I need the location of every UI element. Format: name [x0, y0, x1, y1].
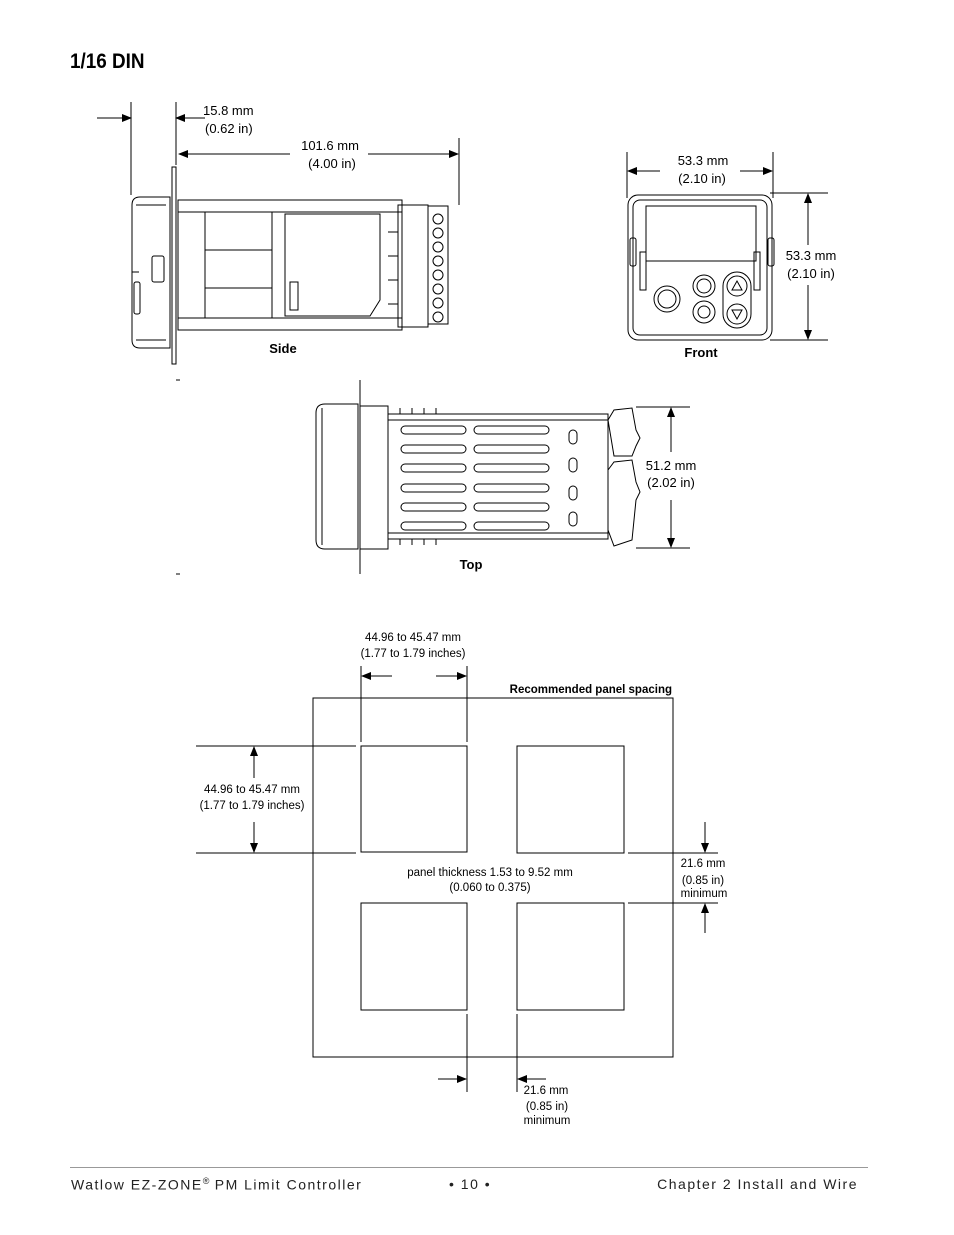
top-view: [176, 380, 690, 574]
terminal-screws: [433, 214, 443, 322]
horizontal-spacing-note: minimum: [523, 1115, 571, 1127]
front-width-mm: 53.3 mm: [677, 153, 729, 168]
vertical-spacing-in: (0.85 in): [681, 875, 725, 887]
side-depth-in: (0.62 in): [205, 121, 253, 136]
top-width-in: (2.02 in): [647, 475, 695, 490]
down-arrow-icon: [727, 304, 747, 324]
up-arrow-icon: [727, 276, 747, 296]
panel-spacing-heading: Recommended panel spacing: [509, 684, 672, 696]
vent-slots: [401, 426, 577, 530]
front-view-label: Front: [684, 345, 718, 360]
footer-page-number: • 10 •: [449, 1176, 492, 1192]
reset-key-icon: [693, 275, 715, 297]
footer-chapter: Chapter 2 Install and Wire: [657, 1176, 858, 1192]
footer-product: [71, 1176, 362, 1193]
cutout-top-left: [361, 746, 467, 852]
horizontal-spacing-in: (0.85 in): [525, 1101, 569, 1113]
page-title: 1/16 DIN: [70, 50, 145, 73]
side-view-label: Side: [269, 341, 297, 356]
footer-rule: [70, 1167, 868, 1168]
front-height-in: (2.10 in): [787, 266, 835, 281]
front-view: [627, 152, 828, 340]
panel-thickness-line2: (0.060 to 0.375): [449, 882, 531, 894]
footer-product-name: Watlow EZ-ZONE: [71, 1176, 203, 1193]
side-length-in: (4.00 in): [308, 156, 356, 171]
cutout-top-right: [517, 746, 624, 853]
vertical-spacing-note: minimum: [680, 888, 728, 900]
cutout-bottom-left: [361, 903, 467, 1010]
panel-thickness-line1: panel thickness 1.53 to 9.52 mm: [407, 867, 573, 879]
cutout-bottom-right: [517, 903, 624, 1010]
cutout-width-in: (1.77 to 1.79 inches): [360, 648, 466, 660]
footer-product-suffix: PM Limit Controller: [209, 1176, 363, 1193]
infinity-key-icon: [693, 301, 715, 323]
registered-mark: ®: [202, 1176, 210, 1186]
vertical-spacing-mm: 21.6 mm: [680, 858, 726, 870]
top-width-mm: 51.2 mm: [645, 458, 697, 473]
panel-cutout-diagram: [196, 666, 718, 1092]
side-length-mm: 101.6 mm: [301, 138, 359, 153]
front-width-in: (2.10 in): [678, 171, 726, 186]
cutout-height-in: (1.77 to 1.79 inches): [199, 800, 305, 812]
cutout-width-mm: 44.96 to 45.47 mm: [365, 632, 461, 644]
front-height-mm: 53.3 mm: [785, 248, 837, 263]
side-depth-mm: 15.8 mm: [203, 103, 254, 118]
side-view: [97, 102, 459, 380]
top-view-label: Top: [459, 557, 483, 572]
horizontal-spacing-mm: 21.6 mm: [523, 1085, 569, 1097]
cutout-height-mm: 44.96 to 45.47 mm: [204, 784, 300, 796]
